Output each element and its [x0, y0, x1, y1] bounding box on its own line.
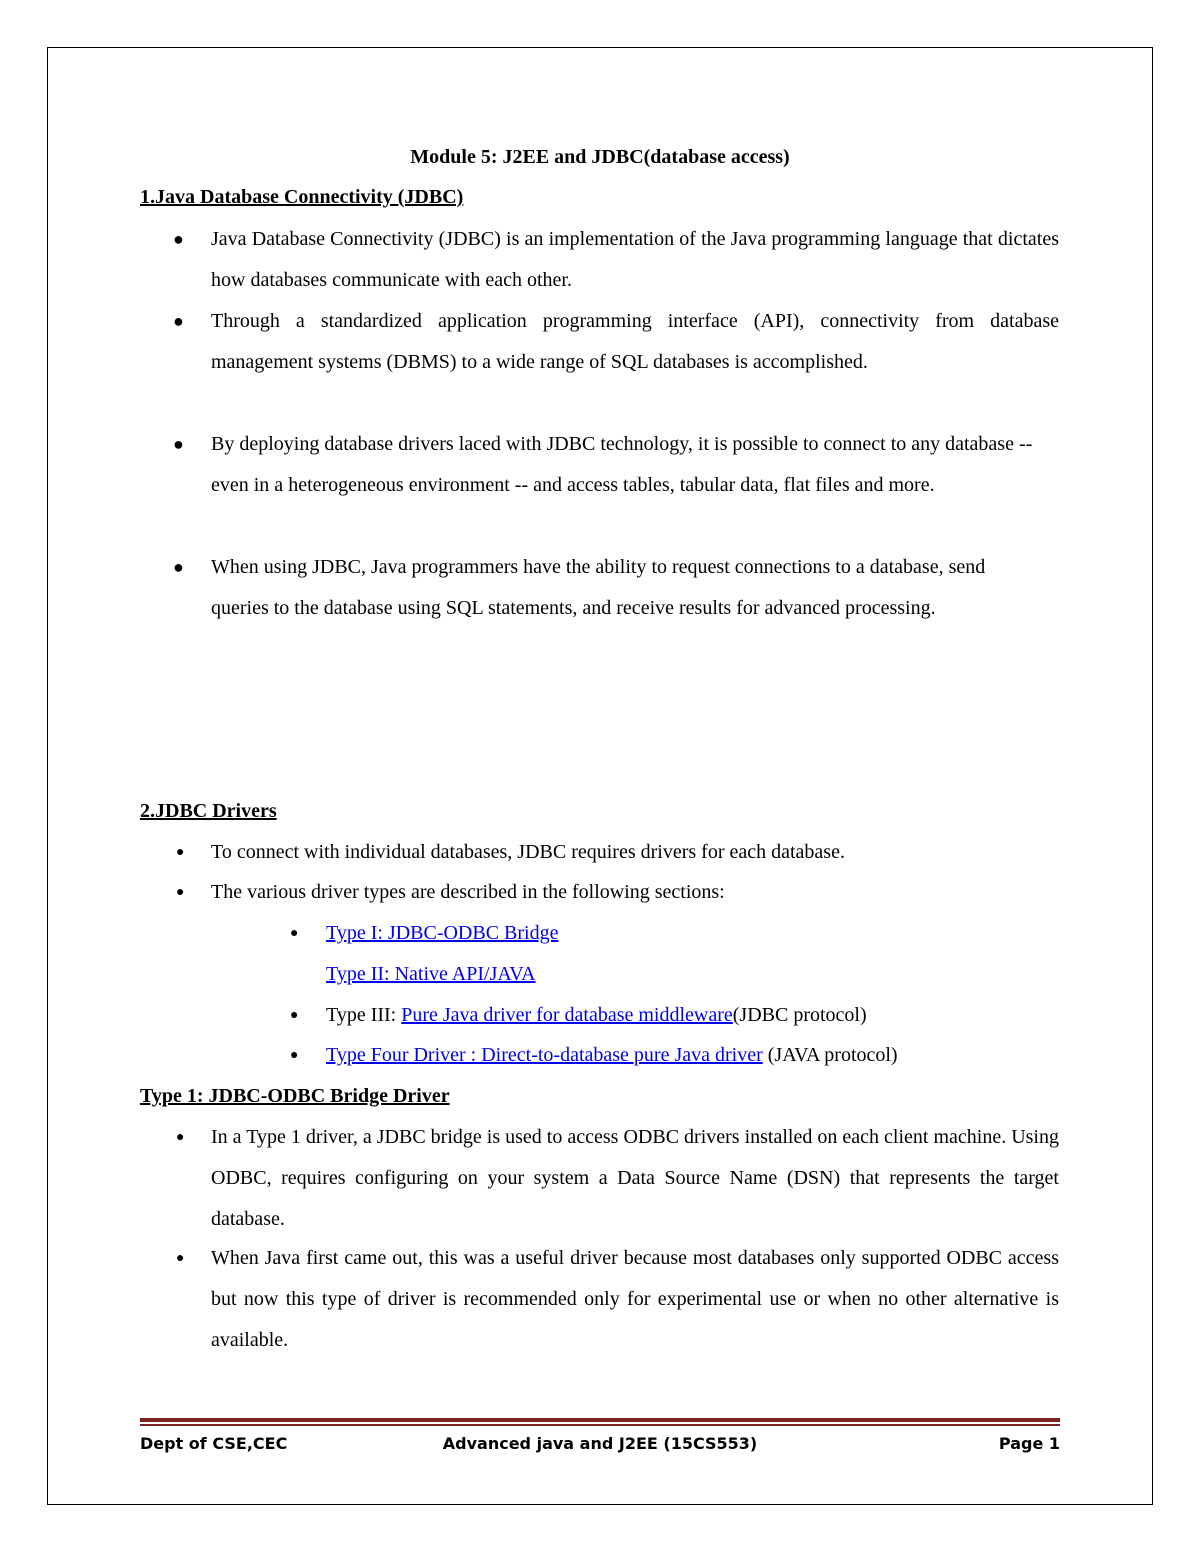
- driver-type-4-suffix: (JAVA protocol): [762, 1044, 898, 1066]
- list-item: The various driver types are described in the following sections:: [211, 881, 725, 903]
- footer-rule: [140, 1418, 1060, 1422]
- bullet-icon: ●: [290, 926, 299, 941]
- section-heading-jdbc: 1.Java Database Connectivity (JDBC): [140, 186, 464, 208]
- bullet-icon: ●: [176, 845, 185, 860]
- footer-dept: Dept of CSE,CEC: [140, 1434, 288, 1453]
- driver-type-3-suffix: (JDBC protocol): [732, 1004, 867, 1026]
- driver-type-4-item: [326, 1035, 898, 1076]
- list-item: When using JDBC, Java programmers have the ability to request connections to a database, send queries to the database using SQL statements, and receive results for advanced processing.: [211, 556, 986, 619]
- driver-type-2-link[interactable]: Type II: Native API/JAVA: [326, 963, 536, 985]
- bullet-icon: ●: [173, 311, 184, 331]
- list-item: In a Type 1 driver, a JDBC bridge is used to access ODBC drivers installed on each client machine. Using ODBC, requires configuring on your system a Data Source Name (DSN) that represents the target database.: [211, 1126, 1059, 1230]
- bullet-icon: ●: [176, 1130, 185, 1145]
- bullet-icon: ●: [290, 1048, 299, 1063]
- footer-rule-thin: [140, 1424, 1060, 1426]
- driver-type-1-link[interactable]: Type I: JDBC-ODBC Bridge: [326, 922, 559, 944]
- driver-type-1-item: [326, 913, 558, 954]
- footer-page-number: Page 1: [998, 1434, 1060, 1453]
- list-item: When Java first came out, this was a useful driver because most databases only supported ODBC access but now this type of driver is recommended only for experimental use or when no other alternative is available.: [211, 1247, 1059, 1351]
- document-title: Module 5: J2EE and JDBC(database access): [410, 146, 790, 168]
- bullet-icon: ●: [176, 885, 185, 900]
- bullet-icon: ●: [173, 229, 184, 249]
- driver-type-3-prefix: Type III:: [326, 1004, 402, 1026]
- bullet-icon: ●: [176, 1251, 185, 1266]
- list-item: Through a standardized application programming interface (API), connectivity from database management systems (DBMS) to a wide range of SQL databases is accomplished.: [211, 310, 1059, 373]
- driver-type-3-item: [326, 995, 867, 1036]
- list-item: By deploying database drivers laced with JDBC technology, it is possible to connect to any database -- even in a heterogeneous environment -- and access tables, tabular data, flat files and more.: [211, 433, 1033, 496]
- bullet-icon: ●: [173, 557, 184, 577]
- footer-course: Advanced java and J2EE (15CS553): [442, 1434, 758, 1453]
- driver-type-2-item: [326, 954, 536, 995]
- list-item: Java Database Connectivity (JDBC) is an implementation of the Java programming language that dictates how databases communicate with each other.: [211, 228, 1059, 291]
- section-heading-drivers: 2.JDBC Drivers: [140, 800, 277, 822]
- driver-type-3-link[interactable]: Pure Java driver for database middleware: [401, 1004, 733, 1026]
- section-heading-type1: Type 1: JDBC-ODBC Bridge Driver: [140, 1085, 450, 1107]
- bullet-icon: ●: [290, 1008, 299, 1023]
- bullet-icon: ●: [173, 434, 184, 454]
- list-item: To connect with individual databases, JDBC requires drivers for each database.: [211, 841, 845, 863]
- driver-type-4-link[interactable]: Type Four Driver : Direct-to-database pure Java driver: [326, 1044, 763, 1066]
